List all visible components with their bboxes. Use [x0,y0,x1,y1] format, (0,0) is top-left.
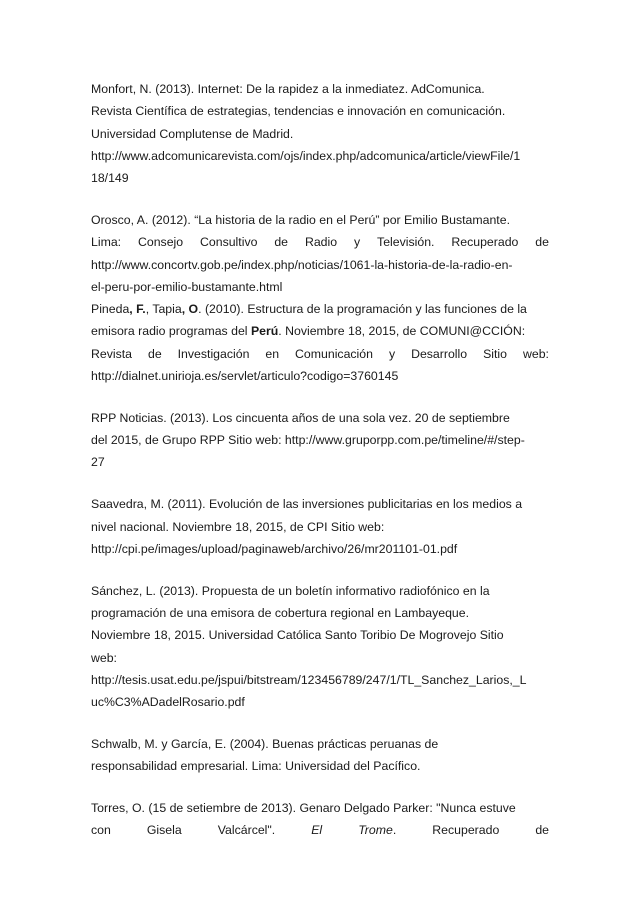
word: Recuperado [432,823,500,838]
reference-entry-orosco [91,209,549,298]
word: Valcárcel". [217,823,276,838]
author-name: Pineda [91,302,130,317]
reference-line: programación de una emisora de cobertura regional en Lambayeque. [91,605,470,620]
reference-url: http://www.adcomunicarevista.com/ojs/index.php/adcomunica/article/viewFile/1 [91,148,521,163]
author-initial: , F. [129,302,146,317]
reference-url: http://tesis.usat.edu.pe/jspui/bitstream/123456789/247/1/TL_Sanchez_Larios,_L [91,672,527,687]
italic-word: Trome [358,823,393,838]
reference-text: . Noviembre 18, 2015, de COMUNI@CCIÓN: [278,324,526,339]
reference-line-justified [91,819,549,841]
reference-line: Saavedra, M. (2011). Evolución de las inversiones publicitarias en los medios a [91,497,523,512]
word: Gisela [146,823,182,838]
word: de [147,346,162,361]
reference-line: Schwalb, M. y García, E. (2004). Buenas prácticas peruanas de [91,736,439,751]
reference-entry-monfort [91,78,549,189]
reference-line: Sánchez, L. (2013). Propuesta de un boletín informativo radiofónico en la [91,583,490,598]
reference-entry-sanchez [91,580,549,714]
reference-line: Universidad Complutense de Madrid. [91,126,294,141]
reference-line: nivel nacional. Noviembre 18, 2015, de CPI Sitio web: [91,519,385,534]
reference-url: el-peru-por-emilio-bustamante.html [91,279,283,294]
reference-url: http://dialnet.unirioja.es/servlet/articulo?codigo=3760145 [91,369,399,384]
reference-line: web: [91,650,117,665]
author-name: , Tapia [145,302,182,317]
reference-url: uc%C3%ADadelRosario.pdf [91,695,245,710]
reference-entry-schwalb [91,733,549,778]
word: web: [522,346,549,361]
reference-line: Torres, O. (15 de setiembre de 2013). Genaro Delgado Parker: "Nunca estuve [91,801,516,816]
word: con [91,823,111,838]
word: Radio [304,235,338,250]
reference-url: http://cpi.pe/images/upload/paginaweb/archivo/26/mr201101-01.pdf [91,541,458,556]
word: y [353,235,361,250]
word: Consultivo [200,235,258,250]
reference-url: 18/149 [91,171,129,186]
reference-line: Revista Científica de estrategias, tendencias e innovación en comunicación. [91,104,506,119]
reference-line-justified [91,231,549,253]
word: . [392,823,397,838]
word: en [265,346,280,361]
word: Revista [91,346,133,361]
reference-line: del 2015, de Grupo RPP Sitio web: http://www.gruporpp.com.pe/timeline/#/step- [91,433,525,448]
emphasis-text: Perú [250,324,279,339]
word: Desarrollo [411,346,468,361]
word: Lima: [91,235,122,250]
word: Consejo [137,235,184,250]
references-page [91,78,549,842]
word: Investigación [177,346,250,361]
word: Recuperado [451,235,519,250]
author-initial: , O [181,302,199,317]
reference-line: responsabilidad empresarial. Lima: Universidad del Pacífico. [91,759,421,774]
reference-url: http://www.concortv.gob.pe/index.php/noticias/1061-la-historia-de-la-radio-en- [91,257,513,272]
italic-word: El [311,823,323,838]
reference-line: Noviembre 18, 2015. Universidad Católica Santo Toribio De Mogrovejo Sitio [91,628,504,643]
reference-line-justified [91,343,549,365]
reference-text: emisora radio programas del [91,324,251,339]
word: y [388,346,396,361]
reference-line: 27 [91,455,105,470]
reference-line [91,320,549,342]
word: Televisión. [377,235,435,250]
word: de [535,823,549,838]
reference-entry-pineda [91,298,549,387]
word-group [358,819,396,841]
reference-entry-saavedra [91,493,549,560]
reference-line: Monfort, N. (2013). Internet: De la rapidez a la inmediatez. AdComunica. [91,82,485,96]
word: Comunicación [295,346,373,361]
reference-entry-rpp [91,407,549,474]
reference-line [91,298,549,320]
reference-entry-torres [91,797,549,842]
reference-text: . (2010). Estructura de la programación y las funciones de la [198,302,527,317]
reference-line: RPP Noticias. (2013). Los cincuenta años de una sola vez. 20 de septiembre [91,410,510,425]
reference-line: Orosco, A. (2012). “La historia de la radio en el Perú” por Emilio Bustamante. [91,212,510,227]
word: Sitio [483,346,507,361]
word: de [535,235,549,250]
word: de [274,235,289,250]
